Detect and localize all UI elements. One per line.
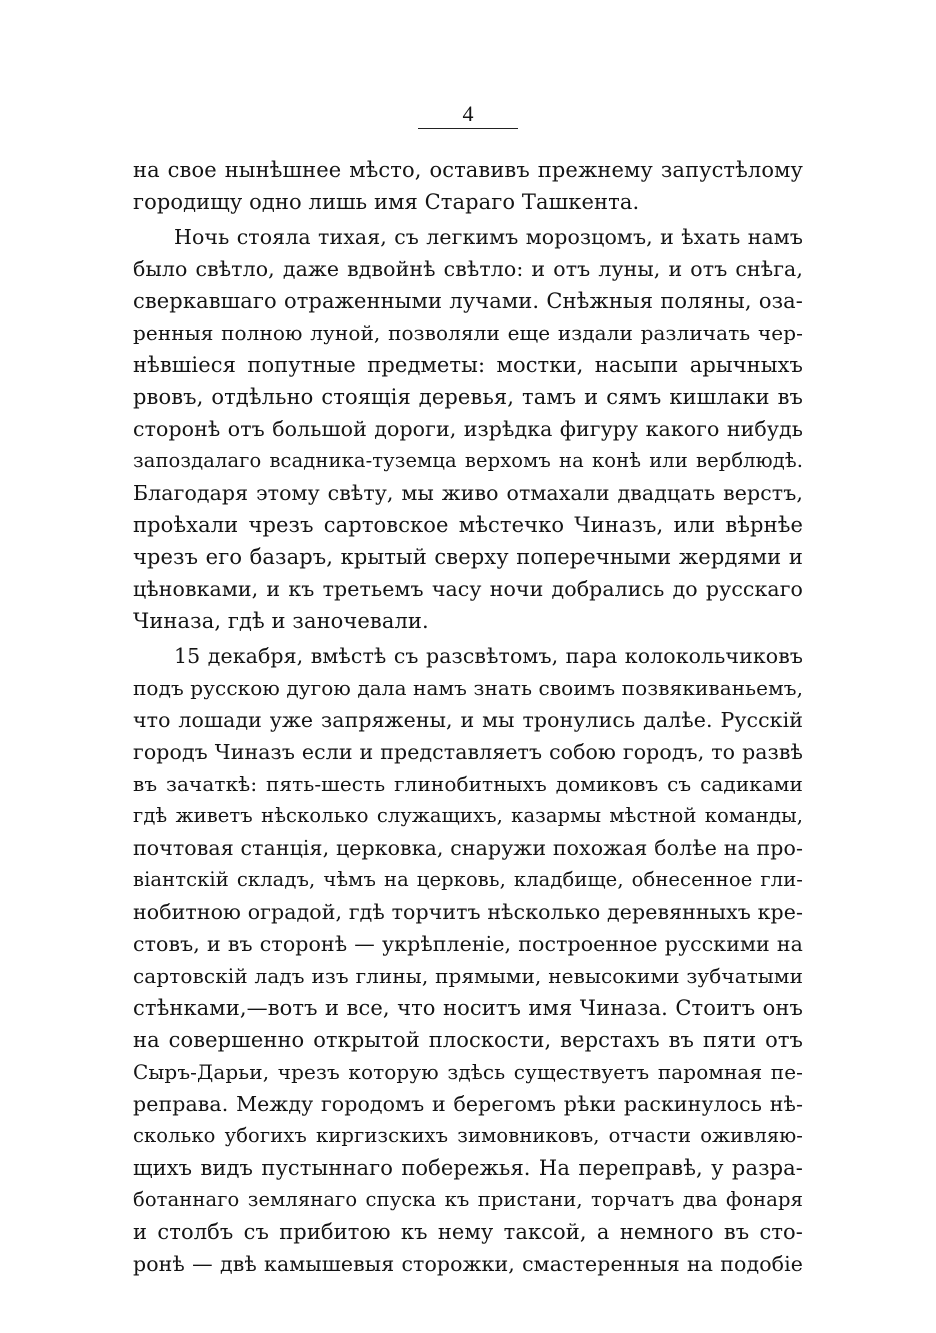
text-line: Сыръ-Дарьи, чрезъ которую здѣсь существуетъ паромная пе- <box>133 1060 803 1084</box>
text-line: что лошади уже запряжены, и мы тронулись далѣе. Русскій <box>133 708 803 732</box>
page-number-rule <box>418 128 518 129</box>
text-line: сверкавшаго отраженными лучами. Снѣжныя поляны, оза- <box>133 289 803 313</box>
text-line: стѣнками,—вотъ и все, что носитъ имя Чиназа. Стоитъ онъ <box>133 996 803 1020</box>
text-line: ботаннаго землянаго спуска къ пристани, торчатъ два фонаря <box>133 1188 803 1211</box>
text-line: нобитною оградой, гдѣ торчитъ нѣсколько деревянныхъ кре- <box>133 900 803 924</box>
text-line: подъ русскою дугою дала намъ знать своимъ позвякиваньемъ, <box>133 676 804 700</box>
text-line: сколько убогихъ киргизскихъ зимовниковъ, отчасти оживляю- <box>133 1124 803 1147</box>
text-line: проѣхали чрезъ сартовское мѣстечко Чиназъ, или вѣрнѣе <box>133 513 803 537</box>
text-line: ронѣ — двѣ камышевыя сторожки, смастеренныя на подобіе <box>133 1252 803 1276</box>
text-line: городъ Чиназъ если и представляетъ собою городъ, то развѣ <box>133 740 803 764</box>
text-line: на совершенно открытой плоскости, верстахъ въ пяти отъ <box>133 1028 803 1052</box>
text-line: віантскій складъ, чѣмъ на церковь, кладбище, обнесенное гли- <box>133 868 803 891</box>
text-line: запоздалаго всадника-туземца верхомъ на конѣ или верблюдѣ. <box>133 449 803 472</box>
text-line: Благодаря этому свѣту, мы живо отмахали двадцать верстъ, <box>133 481 803 505</box>
text-line: и столбъ съ прибитою къ нему таксой, а немного въ сто- <box>133 1220 803 1244</box>
text-line: чрезъ его базаръ, крытый сверху поперечными жердями и <box>133 545 803 569</box>
text-line: цѣновками, и къ третьемъ часу ночи добрались до русскаго <box>133 577 803 601</box>
text-line: гдѣ живетъ нѣсколько служащихъ, казармы мѣстной команды, <box>133 804 803 827</box>
text-line: ренныя полною луной, позволяли еще издали различать чер- <box>133 321 803 345</box>
text-line: сартовскій ладъ изъ глины, прямыми, невысокими зубчатыми <box>133 964 803 988</box>
text-line: нѣвшіеся попутные предметы: мостки, насыпи арычныхъ <box>133 353 803 377</box>
text-line: рвовъ, отдѣльно стоящія деревья, тамъ и сямъ кишлаки въ <box>133 385 803 409</box>
text-line: въ зачаткѣ: пять-шесть глинобитныхъ домиковъ съ садиками <box>133 772 803 796</box>
text-line: было свѣтло, даже вдвойнѣ свѣтло: и отъ луны, и отъ снѣга, <box>133 257 803 281</box>
text-line: реправа. Между городомъ и берегомъ рѣки раскинулось нѣ- <box>133 1092 803 1116</box>
text-line: сторонѣ отъ большой дороги, изрѣдка фигуру какого нибудь <box>133 417 803 441</box>
text-line: Ночь стояла тихая, съ легкимъ морозцомъ, и ѣхать намъ <box>174 225 803 249</box>
text-line: щихъ видъ пустыннаго побережья. На переправѣ, у разра- <box>133 1156 803 1180</box>
text-line: на свое нынѣшнее мѣсто, оставивъ прежнему запустѣлому <box>133 158 803 182</box>
text-line: городищу одно лишь имя Стараго Ташкента. <box>133 190 640 214</box>
page-number: 4 <box>462 101 474 126</box>
text-line: стовъ, и въ сторонѣ — укрѣпленіе, построенное русскими на <box>133 932 803 956</box>
text-line: 15 декабря, вмѣстѣ съ разсвѣтомъ, пара колокольчиковъ <box>174 644 803 668</box>
text-line: Чиназа, гдѣ и заночевали. <box>133 609 429 633</box>
text-line: почтовая станція, церковка, снаружи похожая болѣе на про- <box>133 836 803 860</box>
